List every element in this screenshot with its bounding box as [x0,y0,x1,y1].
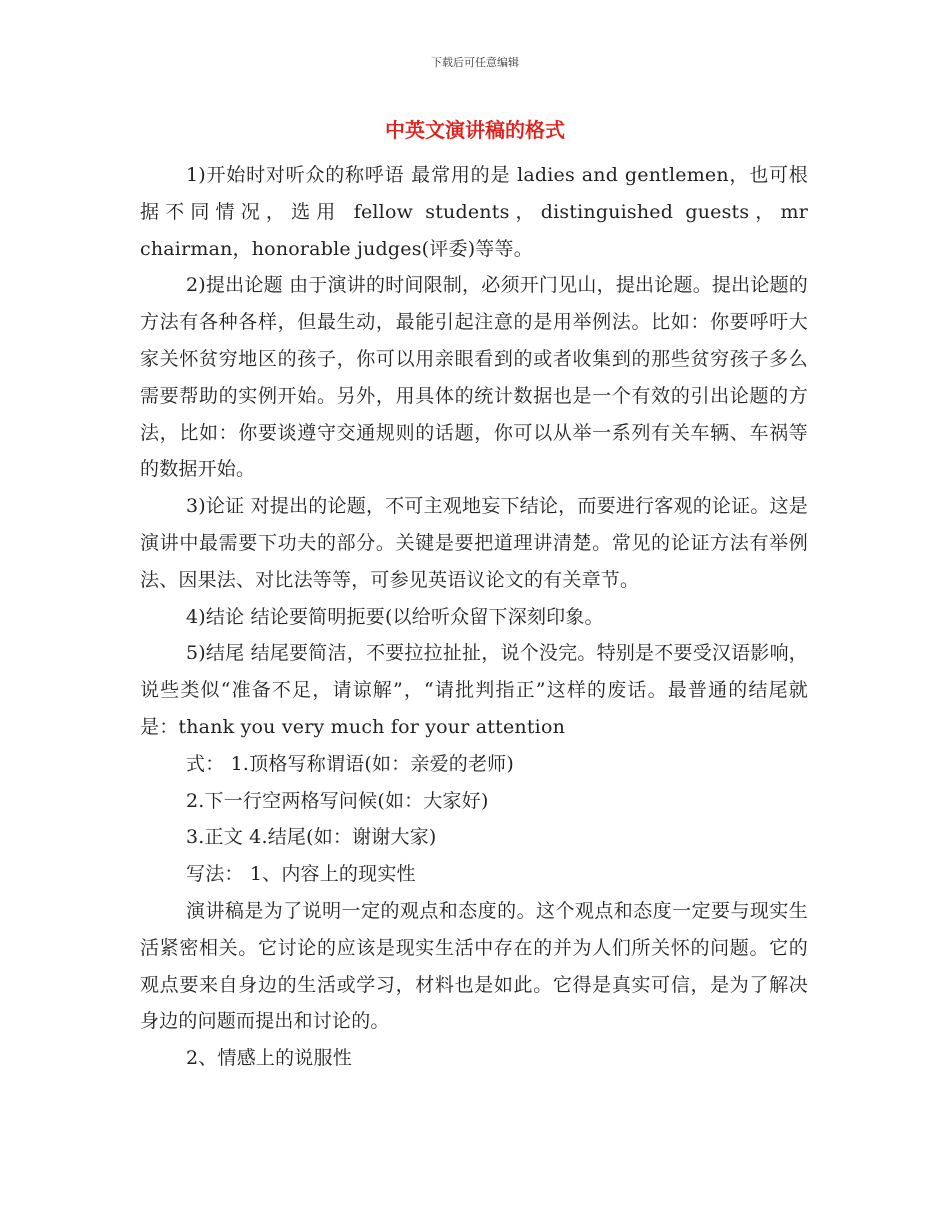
paragraph-format-1: 式： 1.顶格写称谓语(如：亲爱的老师) [186,752,514,775]
paragraph-topic: 2)提出论题 由于演讲的时间限制，必须开门见山，提出论题。提出论题的方法有各种各样，但最生动，最能引起注意的是用举例法。比如：你要呼吁大家关怀贫穷地区的孩子，你可以用亲眼看到的或者收集到的那些贫穷孩子多么需要帮助的实例开始。另外，用具体的统计数据也是一个有效的引出论题的方法，比如：你要谈遵守交通规则的话题，你可以从举一系列有关车辆、车祸等的数据开始。 [140,274,808,481]
paragraph-argument: 3)论证 对提出的论题，不可主观地妄下结论，而要进行客观的论证。这是演讲中最需要下功夫的部分。关键是要把道理讲清楚。常见的论证方法有举例法、因果法、对比法等等，可参见英语议论文的有关章节。 [140,495,808,591]
paragraph-greeting: 1)开始时对听众的称呼语 最常用的是 ladies and gentlemen，也可根据不同情况，选用 fellow students，distinguished guests，mr chairman，honorable judges(评委)等等。 [140,164,808,260]
paragraph-format-3: 3.正文 4.结尾(如：谢谢大家) [186,826,437,849]
paragraph-writing-heading: 写法： 1、内容上的现实性 [186,863,416,886]
paragraph-ending: 5)结尾 结尾要简洁，不要拉拉扯扯，说个没完。特别是不要受汉语影响，说些类似“准备不足，请谅解”，“请批判指正”这样的废话。最普通的结尾就是：thank you very much for your attention [140,642,808,738]
header-note: 下载后可任意编辑 [431,56,519,69]
paragraph-format-2: 2.下一行空两格写问候(如：大家好) [186,789,489,812]
document-title: 中英文演讲稿的格式 [385,118,565,142]
paragraph-persuasion-heading: 2、情感上的说服性 [186,1047,352,1070]
document-body [140,157,808,1077]
paragraph-reality: 演讲稿是为了说明一定的观点和态度的。这个观点和态度一定要与现实生活紧密相关。它讨论的应该是现实生活中存在的并为人们所关怀的问题。它的观点要来自身边的生活或学习，材料也是如此。它得是真实可信，是为了解决身边的问题而提出和讨论的。 [140,899,808,1033]
paragraph-conclusion: 4)结论 结论要简明扼要(以给听众留下深刻印象。 [186,605,604,628]
